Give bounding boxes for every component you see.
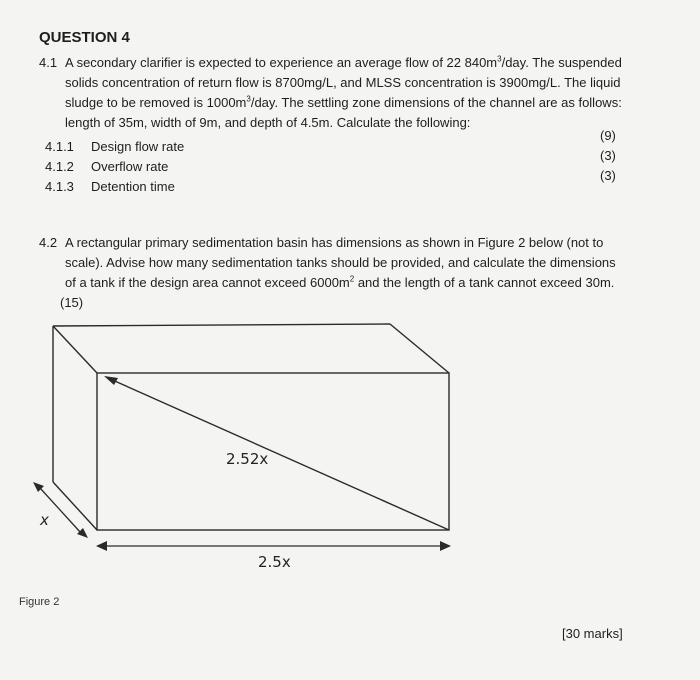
q41-line-1 <box>65 53 622 73</box>
box-top-back-edge <box>53 324 390 326</box>
subpart-num: 4.1.2 <box>45 159 74 174</box>
q41-line-1-text: A secondary clarifier is expected to experience an average flow of 22 840m <box>65 55 498 70</box>
figure-2-diagram <box>0 310 700 590</box>
diagonal-line <box>108 378 449 530</box>
q42-line-2: scale). Advise how many sedimentation tanks should be provided, and calculate the dimensions <box>65 255 616 270</box>
subpart-text: Design flow rate <box>91 139 185 154</box>
q41-line-3-tail: /day. The settling zone dimensions of the channel are as follows: <box>250 95 622 110</box>
q41-line-3 <box>65 93 622 113</box>
length-label: 2.5x <box>258 553 291 571</box>
subpart-marks: (9) <box>600 128 616 143</box>
q41-line-3-sup: 3 <box>246 94 251 104</box>
diagonal-arrowhead <box>104 376 118 385</box>
q42-line-3-tail: and the length of a tank cannot exceed 30m. <box>354 275 615 290</box>
box-top-left-edge <box>53 326 97 373</box>
subpart-text: Detention time <box>91 179 175 194</box>
question-title: QUESTION 4 <box>39 29 130 46</box>
q41-line-4: length of 35m, width of 9m, and depth of 4.5m. Calculate the following: <box>65 115 471 130</box>
q41-line-1-tail: /day. The suspended <box>501 55 622 70</box>
figure-caption: Figure 2 <box>19 596 60 608</box>
q42-line-3-text: of a tank if the design area cannot exceed 6000m <box>65 275 350 290</box>
subpart-num: 4.1.1 <box>45 139 74 154</box>
box-top-right-edge <box>390 324 449 373</box>
subpart-marks: (3) <box>600 168 616 183</box>
q41-line-1-sup: 3 <box>497 54 502 64</box>
q42-marks: (15) <box>60 295 84 310</box>
subpart-num: 4.1.3 <box>45 179 74 194</box>
subpart-marks: (3) <box>600 148 616 163</box>
q42-line-3-sup: 2 <box>349 274 355 284</box>
box-left-bottom-edge <box>53 482 97 530</box>
q42-line-3 <box>65 273 614 293</box>
width-label: x <box>40 511 49 529</box>
q41-line-2: solids concentration of return flow is 8700mg/L, and MLSS concentration is 3900mg/L. The liquid <box>65 75 621 90</box>
q42-line-1: A rectangular primary sedimentation basin has dimensions as shown in Figure 2 below (not to <box>65 235 604 250</box>
subpart-text: Overflow rate <box>91 159 169 174</box>
q41-label: 4.1 <box>39 55 58 70</box>
total-marks: [30 marks] <box>562 626 623 641</box>
q41-line-3-text: sludge to be removed is 1000m <box>65 95 247 110</box>
q42-label: 4.2 <box>39 235 58 250</box>
diagonal-label: 2.52x <box>226 450 269 468</box>
